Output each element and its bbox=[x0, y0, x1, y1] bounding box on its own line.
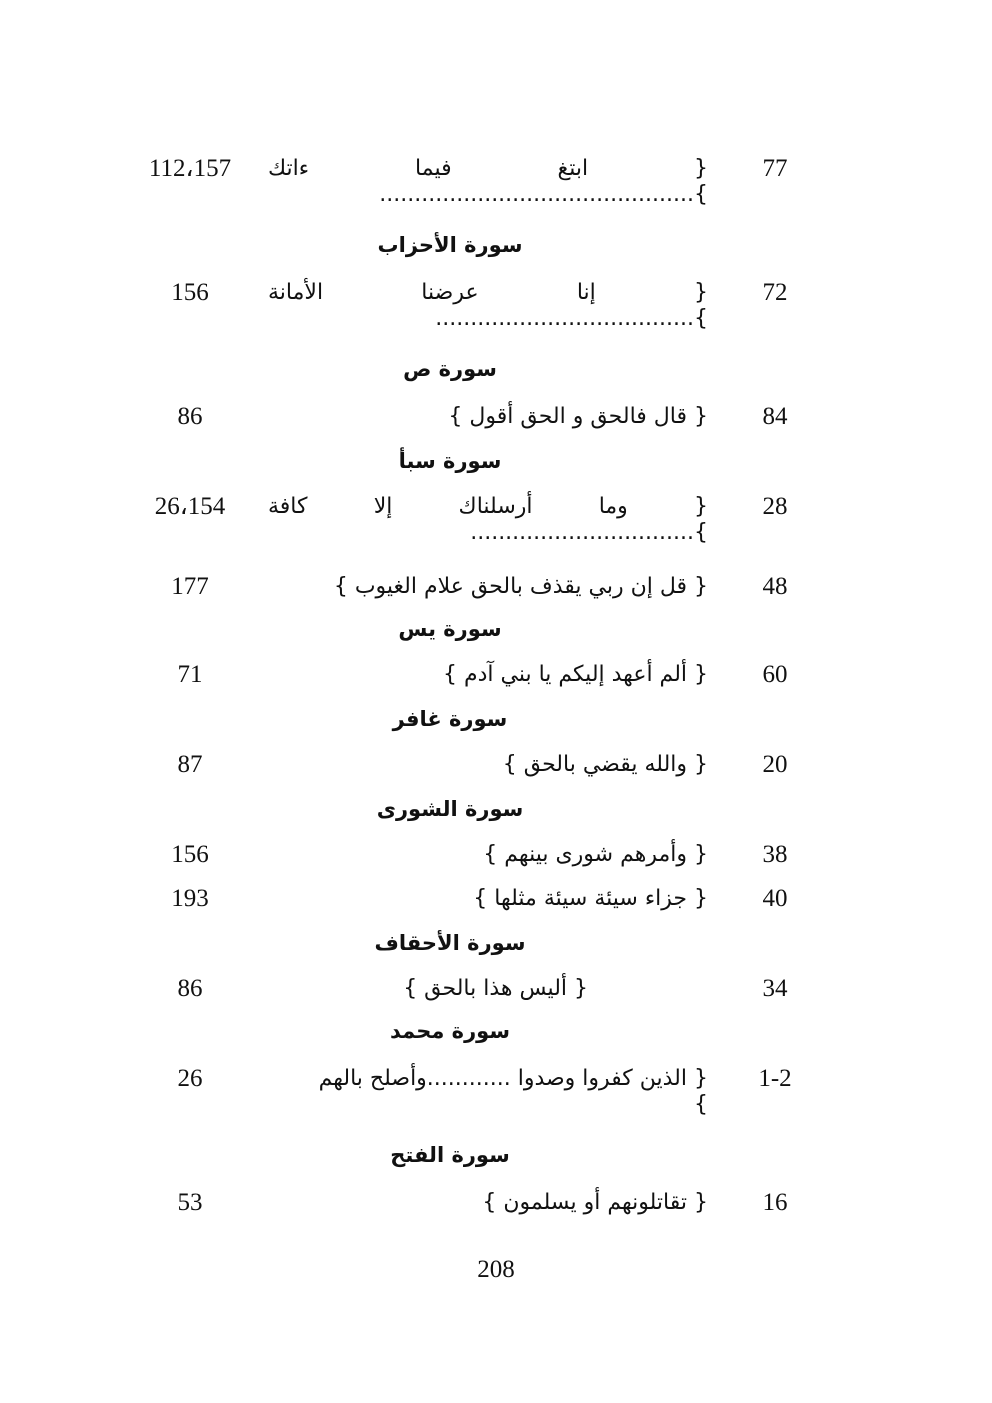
verse-number: 60 bbox=[762, 661, 788, 688]
page-references: 87 bbox=[177, 751, 203, 778]
verse-text: { تقاتلونهم أو يسلمون } bbox=[482, 1190, 708, 1215]
verse-row bbox=[120, 742, 820, 788]
verse-row bbox=[120, 876, 820, 922]
verse-row bbox=[120, 484, 820, 564]
verse-index-table bbox=[120, 146, 820, 1226]
verse-text: { إنا عرضنا الأمانة bbox=[268, 280, 708, 305]
verse-row bbox=[120, 652, 820, 698]
verse-row bbox=[120, 832, 820, 876]
page-references: 156 bbox=[171, 841, 209, 868]
verse-row bbox=[120, 1180, 820, 1226]
surah-heading: سورة غافر bbox=[392, 707, 508, 731]
surah-heading: سورة سبأ bbox=[398, 449, 502, 473]
page-references: 86 bbox=[177, 403, 203, 430]
surah-heading: سورة الشورى bbox=[376, 797, 524, 821]
verse-text: { قل إن ربي يقذف بالحق علام الغيوب } bbox=[333, 574, 708, 599]
surah-heading: سورة يس bbox=[398, 617, 502, 641]
page-references: 177 bbox=[171, 573, 209, 600]
verse-row bbox=[120, 966, 820, 1010]
verse-row bbox=[120, 270, 820, 348]
verse-number: 34 bbox=[762, 975, 788, 1002]
verse-number: 84 bbox=[762, 403, 788, 430]
verse-row bbox=[120, 1056, 820, 1134]
verse-number: 48 bbox=[762, 573, 788, 600]
page-references: 26،154 bbox=[154, 493, 226, 520]
page-references: 26 bbox=[177, 1065, 203, 1092]
verse-number: 77 bbox=[762, 155, 788, 182]
surah-heading: سورة محمد bbox=[390, 1019, 510, 1043]
verse-text: { والله يقضي بالحق } bbox=[502, 752, 708, 777]
verse-number: 40 bbox=[762, 885, 788, 912]
verse-number: 16 bbox=[762, 1189, 788, 1216]
verse-text: { ألم أعهد إليكم يا بني آدم } bbox=[442, 662, 708, 687]
verse-text: { وأمرهم شورى بينهم } bbox=[483, 842, 708, 867]
verse-continuation: }................................ bbox=[470, 520, 708, 545]
verse-text: { جزاء سيئة سيئة مثلها } bbox=[473, 886, 708, 911]
verse-text: { قال فالحق و الحق أقول } bbox=[448, 404, 708, 429]
surah-heading: سورة ص bbox=[403, 357, 497, 381]
verse-number: 28 bbox=[762, 493, 788, 520]
page-references: 193 bbox=[171, 885, 209, 912]
page-references: 112،157 bbox=[148, 155, 232, 182]
verse-text: { ابتغ فيما ءاتك bbox=[268, 156, 708, 181]
page-references: 156 bbox=[171, 279, 209, 306]
verse-continuation: }..................................... bbox=[435, 306, 708, 331]
surah-heading: سورة الفتح bbox=[390, 1143, 510, 1167]
verse-number: 20 bbox=[762, 751, 788, 778]
page-number: 208 bbox=[477, 1256, 515, 1283]
page-references: 53 bbox=[177, 1189, 203, 1216]
verse-text: { الذين كفروا وصدوا ............وأصلح بالهم bbox=[318, 1066, 708, 1091]
verse-continuation: }............................................. bbox=[379, 182, 708, 207]
page-references: 86 bbox=[177, 975, 203, 1002]
verse-row bbox=[120, 394, 820, 440]
surah-heading: سورة الأحزاب bbox=[377, 233, 523, 257]
verse-text: { أليس هذا بالحق } bbox=[403, 976, 588, 1001]
verse-row bbox=[120, 564, 820, 608]
verse-number: 72 bbox=[762, 279, 788, 306]
page-references: 71 bbox=[177, 661, 203, 688]
verse-number: 38 bbox=[762, 841, 788, 868]
verse-row bbox=[120, 146, 820, 224]
surah-heading: سورة الأحقاف bbox=[374, 931, 526, 955]
verse-continuation: } bbox=[694, 1092, 708, 1117]
verse-text: { وما أرسلناك إلا كافة bbox=[268, 494, 708, 519]
verse-number: 1-2 bbox=[758, 1065, 792, 1092]
